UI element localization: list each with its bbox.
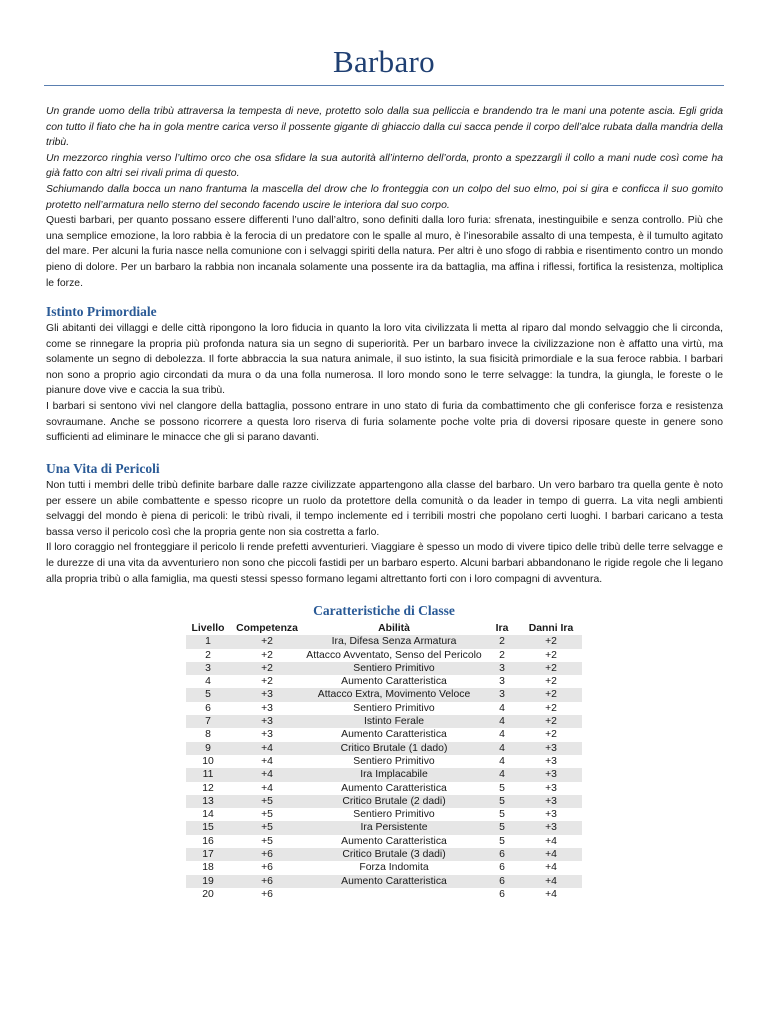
table-row (186, 875, 582, 888)
cell-abilita (304, 888, 484, 901)
table-row (186, 688, 582, 701)
cell-danni-ira: +2 (520, 662, 582, 675)
cell-livello: 5 (186, 688, 230, 701)
cell-competenza: +3 (261, 702, 273, 714)
section-heading-istinto: Istinto Primordiale (46, 304, 157, 319)
table-title: Caratteristiche di Classe (313, 603, 455, 618)
cell-danni-ira: +3 (520, 795, 582, 808)
cell-ira: 5 (499, 809, 505, 821)
cell-ira: 3 (484, 662, 520, 675)
cell-ira: 5 (499, 835, 505, 847)
cell-livello: 1 (186, 635, 230, 648)
cell-ira: 2 (499, 649, 505, 661)
cell-competenza: +4 (230, 742, 304, 755)
cell-competenza: +3 (230, 715, 304, 728)
table-row (186, 808, 582, 821)
cell-abilita: Attacco Extra, Movimento Veloce (304, 688, 484, 701)
cell-abilita: Sentiero Primitivo (304, 662, 484, 675)
cell-livello: 10 (202, 755, 214, 767)
table-body (186, 635, 582, 901)
cell-ira: 3 (499, 676, 505, 688)
cell-danni-ira: +4 (520, 848, 582, 861)
cell-abilita: Ira Implacabile (304, 768, 484, 781)
cell-ira: 4 (499, 755, 505, 767)
cell-danni-ira: +2 (520, 715, 582, 728)
table-row (186, 861, 582, 874)
table-row (186, 795, 582, 808)
cell-livello: 16 (202, 835, 214, 847)
cell-ira: 6 (484, 848, 520, 861)
table-row (186, 649, 582, 662)
cell-danni-ira: +2 (545, 676, 557, 688)
cell-abilita: Aumento Caratteristica (304, 875, 484, 888)
cell-ira: 3 (484, 688, 520, 701)
cell-ira: 4 (499, 702, 505, 714)
cell-danni-ira: +2 (520, 688, 582, 701)
cell-ira: 4 (484, 768, 520, 781)
cell-competenza: +5 (261, 809, 273, 821)
intro-italic-paragraph: Un mezzorco ringhia verso l’ultimo orco che osa sfidare la sua autorità all’interno dell’orda, pronto a spezzargli il collo a mani nude così come ha già fatto con altri sei rivali prima di questo. (46, 152, 723, 180)
section-paragraph: Gli abitanti dei villaggi e delle città ripongono la loro fiducia in quanto la loro vita civilizzata li metta al riparo dal mondo selvaggio che li circonda, come se rinnegare la propria più profonda natura sia un segno di superiorità. Per un barbaro invece la civilizzazione non è affatto una virtù, ma solamente un segno di debolezza. Il forte abbraccia la sua natura animale, il suo istinto, la sua fisicità primordiale e la sua feroce rabbia. I barbari non sono a proprio agio circondati da mura o da una folla numerosa. Il loro mondo sono le terre selvagge: la tundra, la giungla, le foreste o le pianure dove vive e caccia la sua tribù. (46, 323, 723, 397)
cell-competenza: +5 (230, 795, 304, 808)
class-features-table (186, 622, 582, 901)
cell-competenza: +3 (261, 729, 273, 741)
table-row (186, 728, 582, 741)
intro-paragraph: Questi barbari, per quanto possano essere differenti l’uno dall’altro, sono definiti dalla loro furia: sfrenata, inestinguibile e senza controllo. Più che una semplice emozione, la loro rabbia è la ferocia di un predatore con le spalle al muro, è l’inesorabile assalto di una tempesta, è il tumulto agitato del mare. Per alcuni la furia nasce nella comunione con i selvaggi spiriti della natura. Per altri è uno sfogo di rabbia e risentimento contro un mondo pieno di dolore. Per un barbaro la rabbia non incanala solamente una possente ira da battaglia, ma affina i riflessi, fortifica la resistenza, moltiplica le forze. (46, 215, 723, 289)
header-ira: Ira (495, 623, 509, 634)
table-row (186, 782, 582, 795)
cell-competenza: +2 (230, 662, 304, 675)
section-vita-text (46, 478, 723, 587)
header-competenza: Competenza (236, 623, 298, 634)
intro-italic-paragraph: Un grande uomo della tribù attraversa la tempesta di neve, protetto solo dalla sua pelliccia e brandendo tra le mani una potente ascia. Egli grida con tutto il fiato che ha in gola mentre carica verso il possente gigante di ghiaccio dalla cui sacca pende il corpo dell’alce rubata dalla mandria della tribù. (46, 106, 723, 149)
cell-danni-ira: +2 (545, 702, 557, 714)
section-heading-vita: Una Vita di Pericoli (46, 461, 160, 476)
cell-competenza: +6 (261, 862, 273, 874)
cell-abilita: Attacco Avventato, Senso del Pericolo (306, 649, 482, 661)
header-livello: Livello (191, 623, 225, 634)
cell-abilita: Ira Persistente (304, 821, 484, 834)
cell-ira: 6 (499, 862, 505, 874)
table-row (186, 821, 582, 834)
table-row (186, 715, 582, 728)
cell-abilita: Sentiero Primitivo (353, 702, 435, 714)
cell-danni-ira: +4 (545, 835, 557, 847)
table-row (186, 848, 582, 861)
cell-livello: 7 (186, 715, 230, 728)
table-row (186, 662, 582, 675)
table-row (186, 755, 582, 768)
cell-competenza: +5 (230, 821, 304, 834)
cell-danni-ira: +3 (520, 742, 582, 755)
cell-danni-ira: +3 (520, 821, 582, 834)
cell-livello: 17 (186, 848, 230, 861)
table-row (186, 768, 582, 781)
cell-competenza: +2 (261, 676, 273, 688)
cell-abilita: Forza Indomita (359, 862, 429, 874)
cell-danni-ira: +2 (545, 729, 557, 741)
cell-livello: 9 (186, 742, 230, 755)
cell-livello: 4 (205, 676, 211, 688)
cell-competenza: +4 (261, 755, 273, 767)
cell-abilita: Critico Brutale (1 dado) (304, 742, 484, 755)
cell-livello: 19 (186, 875, 230, 888)
table-row (186, 635, 582, 648)
cell-livello: 3 (186, 662, 230, 675)
cell-livello: 11 (186, 768, 230, 781)
cell-danni-ira: +3 (545, 782, 557, 794)
cell-ira: 4 (484, 742, 520, 755)
cell-livello: 6 (205, 702, 211, 714)
cell-danni-ira: +4 (545, 862, 557, 874)
cell-ira: 2 (484, 635, 520, 648)
cell-abilita: Sentiero Primitivo (353, 809, 435, 821)
cell-ira: 6 (499, 888, 505, 900)
header-danni-ira: Danni Ira (528, 623, 574, 634)
cell-ira: 5 (484, 795, 520, 808)
cell-livello: 14 (202, 809, 214, 821)
cell-abilita: Aumento Caratteristica (341, 729, 447, 741)
cell-abilita: Sentiero Primitivo (353, 755, 435, 767)
page-title: Barbaro (333, 44, 435, 79)
cell-ira: 5 (484, 821, 520, 834)
cell-livello: 12 (202, 782, 214, 794)
cell-ira: 4 (499, 729, 505, 741)
intro-text (46, 104, 723, 291)
cell-competenza: +4 (261, 782, 273, 794)
cell-livello: 13 (186, 795, 230, 808)
cell-abilita: Istinto Ferale (304, 715, 484, 728)
cell-abilita: Aumento Caratteristica (341, 835, 447, 847)
title-divider (44, 85, 724, 86)
cell-competenza: +6 (230, 848, 304, 861)
table-row (186, 675, 582, 688)
intro-italic-paragraph: Schiumando dalla bocca un nano frantuma la mascella del drow che lo fronteggia con un colpo del suo elmo, poi si gira e conficca il suo gomito protetto nell’armatura nello sterno del secondo facendo uscire le interiora dal suo corpo. (46, 183, 723, 211)
table-header-row (186, 622, 582, 635)
cell-danni-ira: +3 (520, 768, 582, 781)
cell-livello: 20 (202, 888, 214, 900)
cell-danni-ira: +3 (545, 755, 557, 767)
cell-danni-ira: +2 (520, 635, 582, 648)
cell-abilita: Critico Brutale (2 dadi) (304, 795, 484, 808)
cell-competenza: +6 (230, 875, 304, 888)
cell-danni-ira: +4 (545, 888, 557, 900)
table-row (186, 835, 582, 848)
cell-abilita: Ira, Difesa Senza Armatura (304, 635, 484, 648)
header-abilita: Abilità (378, 623, 410, 634)
section-istinto-text (46, 321, 723, 446)
cell-abilita: Aumento Caratteristica (341, 676, 447, 688)
cell-livello: 18 (202, 862, 214, 874)
cell-abilita: Critico Brutale (3 dadi) (304, 848, 484, 861)
cell-livello: 2 (205, 649, 211, 661)
cell-danni-ira: +4 (520, 875, 582, 888)
section-paragraph: Non tutti i membri delle tribù definite barbare dalle razze civilizzate appartengono alla classe del barbaro. Un vero barbaro tra quella gente è noto per essere un abile combattente e spesso ricopre un ruolo da protettore della comunità o da leader in tempo di guerra. La vita negli ambienti selvaggi del mondo è piena di pericoli: le tribù rivali, il tempo inclemente ed i terribili mostri che popolano certi luoghi. I barbari caricano a testa bassa verso il pericolo così che la propria gente non sia costretta a farlo. (46, 480, 723, 538)
cell-abilita: Aumento Caratteristica (341, 782, 447, 794)
table-row (186, 888, 582, 901)
cell-competenza: +3 (230, 688, 304, 701)
cell-ira: 4 (484, 715, 520, 728)
cell-competenza: +5 (261, 835, 273, 847)
cell-competenza: +6 (261, 888, 273, 900)
cell-competenza: +4 (230, 768, 304, 781)
cell-competenza: +2 (261, 649, 273, 661)
section-paragraph: Il loro coraggio nel fronteggiare il pericolo li rende prefetti avventurieri. Viaggiare è spesso un modo di vivere tipico delle tribù delle terre selvagge e le durezze di una vita da avventuriero non sono che piccoli fastidi per un barbaro esperto. Alcuni barbari abbandonano le rigide regole che li legano alla propria tribù o alla famiglia, ma questi stessi spesso formano legami altrettanto forti con i loro compagni di avventura. (46, 542, 723, 585)
cell-danni-ira: +2 (545, 649, 557, 661)
cell-ira: 6 (484, 875, 520, 888)
table-row (186, 702, 582, 715)
cell-livello: 8 (205, 729, 211, 741)
cell-ira: 5 (499, 782, 505, 794)
section-paragraph: I barbari si sentono vivi nel clangore della battaglia, possono entrare in uno stato di furia da combattimento che gli conferisce forza e resistenza sovraumane. Anche se possono ricorrere a questa loro riserva di furia solamente poche volte pria di doversi riposare queste in genere sono sufficienti ad eliminare le minacce che gli si parano davanti. (46, 400, 723, 444)
cell-livello: 15 (186, 821, 230, 834)
table-row (186, 742, 582, 755)
cell-competenza: +2 (230, 635, 304, 648)
cell-danni-ira: +3 (545, 809, 557, 821)
